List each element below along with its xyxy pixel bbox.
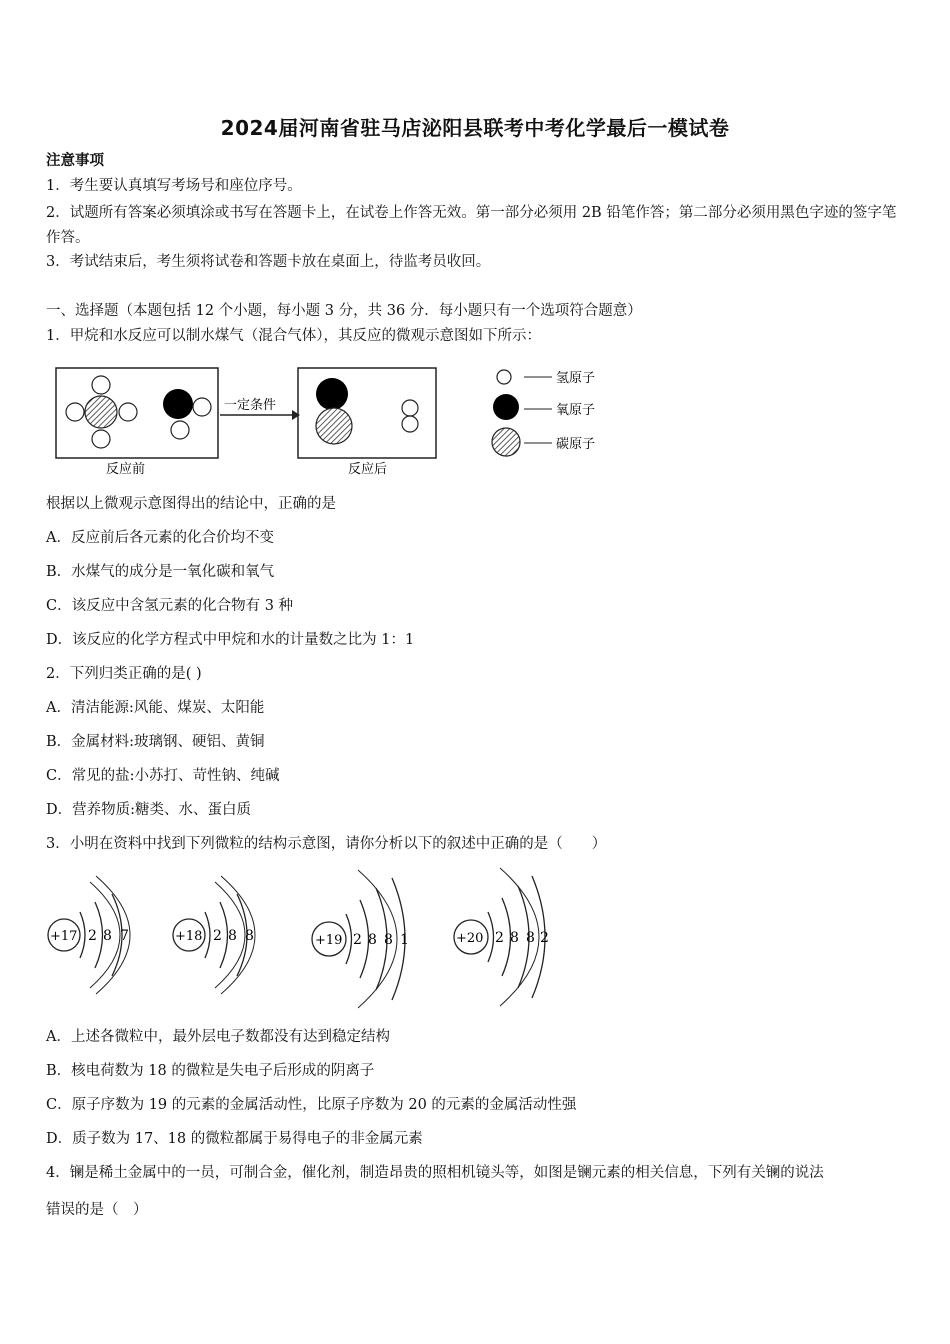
hydrogen-atom (92, 376, 110, 394)
page-title: 2024届河南省驻马店泌阳县联考中考化学最后一模试卷 (220, 116, 730, 140)
oxygen-atom (316, 378, 348, 410)
hydrogen-atom (66, 403, 84, 421)
q3-option-b: B．核电荷数为 18 的微粒是失电子后形成的阴离子 (46, 1063, 375, 1079)
q2-option-c: C．常见的盐:小苏打、苛性钠、纯碱 (46, 768, 280, 784)
shell-count: 8 (103, 928, 112, 944)
shell-count: 7 (120, 928, 129, 944)
legend-carbon-symbol (492, 428, 520, 456)
legend-hydrogen: 氢原子 (556, 371, 596, 386)
carbon-atom (85, 396, 117, 428)
shell-count: 8 (384, 932, 393, 948)
notice-item-3: 3．考试结束后，考生须将试卷和答题卡放在桌面上，待监考员收回。 (46, 254, 491, 270)
legend-oxygen: 氧原子 (556, 403, 596, 418)
q2-stem: 2．下列归类正确的是( ) (46, 666, 202, 682)
hydrogen-atom (193, 398, 211, 416)
shell-count: 2 (88, 928, 97, 944)
q1-option-c: C．该反应中含氢元素的化合物有 3 种 (46, 598, 294, 614)
shell-count: 8 (510, 930, 519, 946)
section-heading: 一、选择题（本题包括 12 个小题，每小题 3 分，共 36 分．每小题只有一个选项符合题意） (46, 303, 642, 319)
legend-oxygen-symbol (493, 394, 519, 420)
hydrogen-atom (402, 416, 418, 432)
q1-option-d: D．该反应的化学方程式中甲烷和水的计量数之比为 1：1 (46, 632, 415, 648)
q2-option-d: D．营养物质:糖类、水、蛋白质 (46, 802, 252, 818)
oxygen-atom (163, 389, 193, 419)
before-label: 反应前 (106, 462, 146, 477)
q4-stem-line1: 4．镧是稀土金属中的一员，可制合金，催化剂，制造昂贵的照相机镜头等，如图是镧元素的相关信息，下列有关镧的说法 (46, 1165, 824, 1181)
atomic-structure-diagrams (40, 862, 580, 1012)
notice-item-2: 2．试题所有答案必须填涂或书写在答题卡上，在试卷上作答无效。第一部分必须用 2B 铅笔作答；第二部分必须用黑色字迹的签字笔作答。 (46, 205, 897, 246)
hydrogen-atom (171, 421, 189, 439)
shell-count: 8 (228, 928, 237, 944)
notice-heading: 注意事项 (46, 152, 104, 169)
nucleus-label: +20 (456, 931, 484, 946)
hydrogen-atom (119, 403, 137, 421)
shell-count: 8 (526, 930, 535, 946)
arrow-label: 一定条件 (224, 398, 277, 413)
notice-item-1: 1．考生要认真填写考场号和座位序号。 (46, 178, 302, 194)
legend-hydrogen-symbol (497, 370, 511, 384)
shell-count: 2 (353, 932, 362, 948)
q1-prompt: 根据以上微观示意图得出的结论中，正确的是 (46, 496, 336, 512)
shell-count: 8 (245, 928, 254, 944)
nucleus-label: +18 (175, 929, 203, 944)
shell-count: 2 (540, 930, 549, 946)
q1-option-b: B．水煤气的成分是一氧化碳和氧气 (46, 564, 275, 580)
q3-option-c: C．原子序数为 19 的元素的金属活动性，比原子序数为 20 的元素的金属活动性强 (46, 1097, 577, 1113)
shell-count: 8 (368, 932, 377, 948)
q2-option-b: B．金属材料:玻璃钢、硬铝、黄铜 (46, 734, 265, 750)
after-label: 反应后 (348, 462, 388, 477)
nucleus-label: +17 (50, 929, 78, 944)
q1-option-a: A．反应前后各元素的化合价均不变 (46, 530, 274, 546)
carbon-atom (316, 408, 352, 444)
q3-option-d: D．质子数为 17、18 的微粒都属于易得电子的非金属元素 (46, 1131, 423, 1147)
shell-count: 2 (213, 928, 222, 944)
legend-carbon: 碳原子 (556, 437, 596, 452)
q3-option-a: A．上述各微粒中，最外层电子数都没有达到稳定结构 (46, 1029, 390, 1045)
reaction-micro-diagram (46, 360, 626, 480)
hydrogen-atom (402, 400, 418, 416)
q4-stem-line2: 错误的是（ ） (46, 1202, 148, 1218)
shell-count: 2 (495, 930, 504, 946)
nucleus-label: +19 (315, 933, 343, 948)
q3-stem: 3．小明在资料中找到下列微粒的结构示意图，请你分析以下的叙述中正确的是（ ） (46, 836, 607, 852)
hydrogen-atom (92, 430, 110, 448)
q2-option-a: A．清洁能源:风能、煤炭、太阳能 (46, 700, 265, 716)
shell-count: 1 (400, 932, 409, 948)
q1-stem: 1．甲烷和水反应可以制水煤气（混合气体），其反应的微观示意图如下所示： (46, 328, 541, 344)
